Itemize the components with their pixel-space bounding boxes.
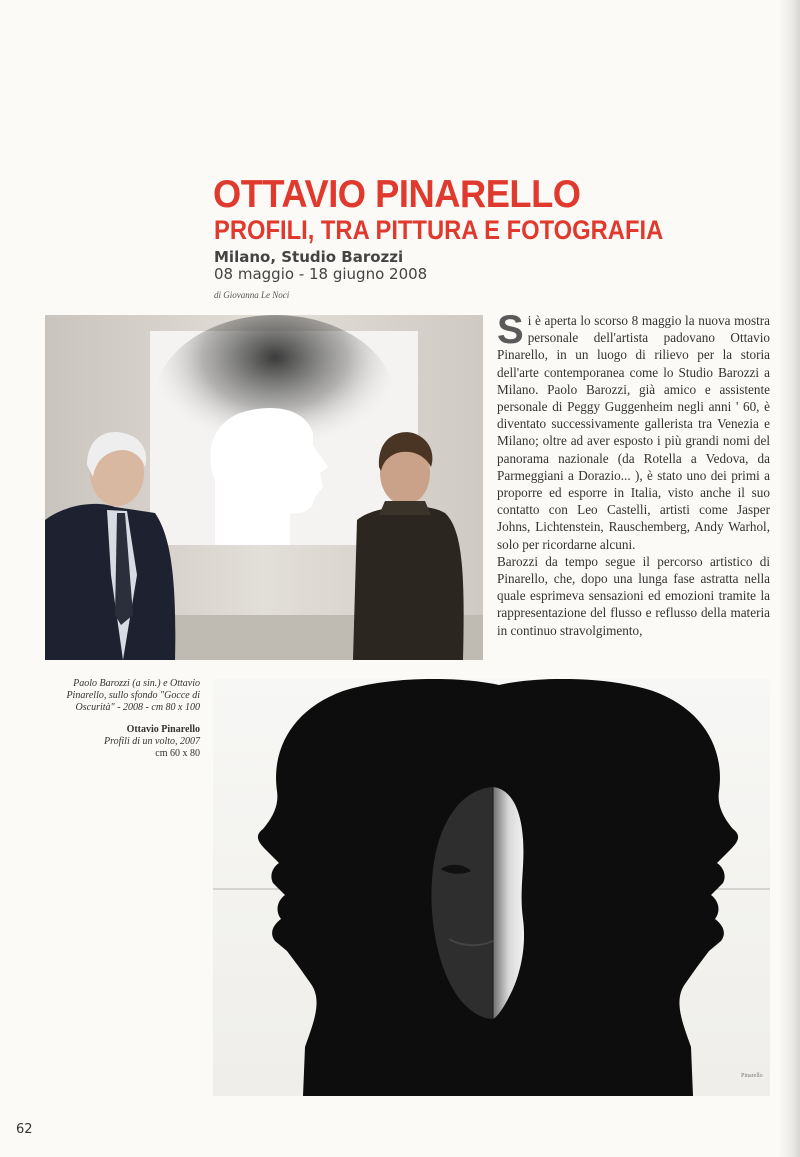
body-paragraph-1-text: i è aperta lo scorso 8 maggio la nuova mostra personale dell'artista padovano Ottavio Pinarello, in un luogo di rilievo per la storia dell'arte contemporanea come lo Studio Barozzi a Milano. Paolo Barozzi, già amico e assistente personale di Peggy Guggenheim negli anni ' 60, è diventato successivamente gallerista tra Venezia e Milano; oltre ad aver esposto i più grandi nomi del panorama nazionale (da Rotella a Vedova, da Parmeggiani a Dorazio... ), è stato uno dei primi a proporre ed esporre in Italia, visto anche il suo contatto con Leo Castelli, artisti come Jasper Johns, Lichtenstein, Rauschemberg, Andy Warhol, solo per ricordarne alcuni. — [497, 313, 770, 552]
painting-caption-artist: Ottavio Pinarello — [126, 724, 200, 735]
page-number: 62 — [16, 1122, 33, 1137]
exhibition-venue: Milano, Studio Barozzi — [214, 248, 404, 266]
captions — [36, 678, 200, 760]
page-gutter-shadow — [778, 0, 800, 1157]
article-title: OTTAVIO PINARELLO — [213, 173, 581, 216]
body-paragraph-1 — [497, 308, 770, 553]
painting-caption-size: cm 60 x 80 — [155, 748, 200, 759]
artist-signature: Pinarello — [741, 1073, 763, 1079]
article-subtitle: PROFILI, TRA PITTURA E FOTOGRAFIA — [214, 215, 664, 245]
painting-caption-title: Profili di un volto, 2007 — [103, 736, 200, 747]
body-paragraph-2: Barozzi da tempo segue il percorso artistico di Pinarello, che, dopo una lunga fase astratta nella quale esprimeva sensazioni ed emozioni tramite la rappresentazione del flusso e reflusso della materia in continuo stravolgimento, — [497, 553, 770, 638]
profili-di-un-volto-painting — [213, 679, 770, 1096]
article-body — [497, 308, 770, 639]
author-byline: di Giovanna Le Noci — [214, 290, 290, 300]
drop-cap: S — [497, 308, 524, 352]
gallery-photo — [45, 315, 483, 660]
photo-caption: Paolo Barozzi (a sin.) e Ottavio Pinarello, sullo sfondo "Gocce di Oscurità" - 2008 - cm 80 x 100 — [66, 678, 200, 713]
exhibition-dates: 08 maggio - 18 giugno 2008 — [214, 265, 428, 283]
